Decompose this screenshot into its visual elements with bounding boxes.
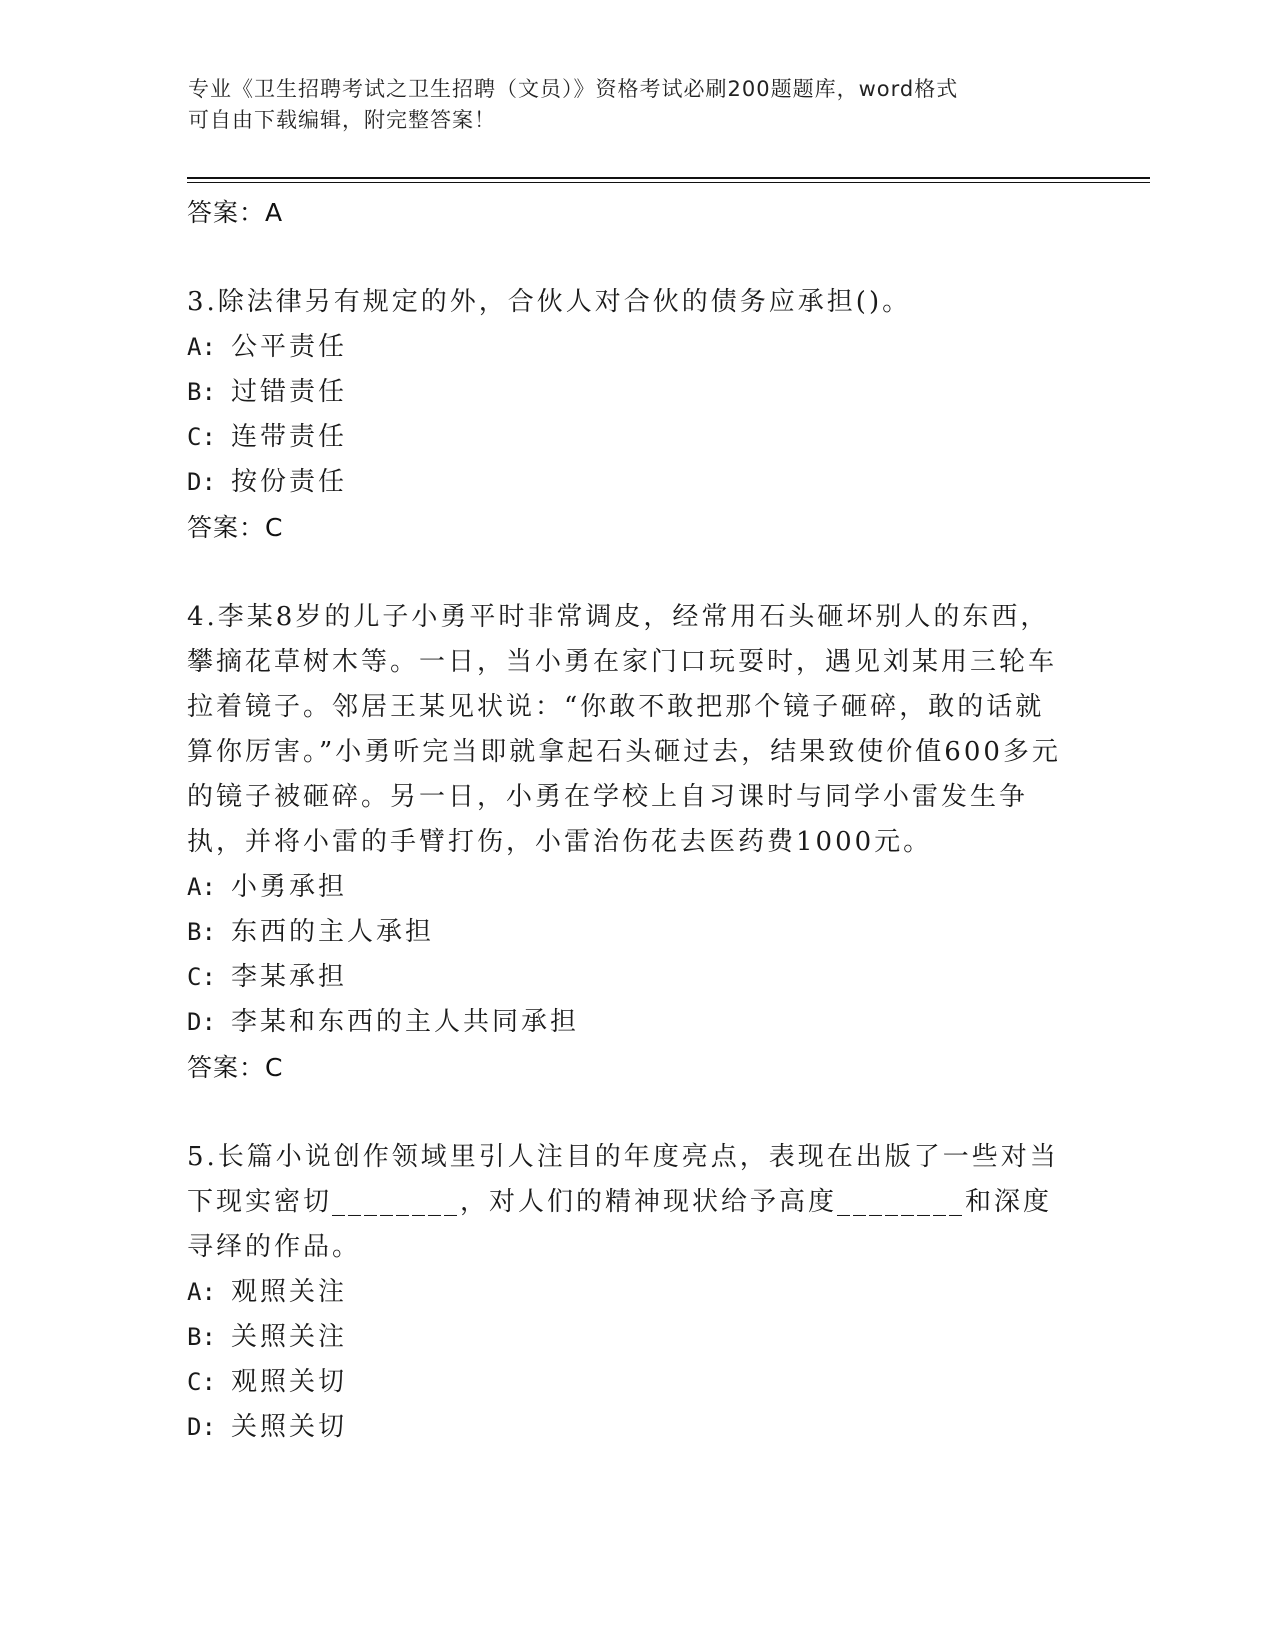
option-key: D: bbox=[187, 1008, 216, 1036]
option-text: 关照关注 bbox=[231, 1322, 348, 1352]
option-b bbox=[187, 1315, 1067, 1360]
option-text: 观照关切 bbox=[231, 1367, 348, 1397]
option-key: A: bbox=[187, 1278, 216, 1306]
option-text: 过错责任 bbox=[231, 377, 348, 407]
option-text: 小勇承担 bbox=[231, 872, 348, 902]
header-line-1: 专业《卫生招聘考试之卫生招聘（文员）》资格考试必刷200题题库，word格式 bbox=[188, 77, 959, 101]
option-d bbox=[187, 1000, 1067, 1045]
option-key: D: bbox=[187, 468, 216, 496]
option-d bbox=[187, 460, 1067, 505]
option-key: B: bbox=[187, 1323, 216, 1351]
option-text: 李某和东西的主人共同承担 bbox=[231, 1007, 580, 1037]
option-a bbox=[187, 1270, 1067, 1315]
option-text: 公平责任 bbox=[231, 332, 348, 362]
option-text: 关照关切 bbox=[231, 1412, 348, 1442]
option-key: A: bbox=[187, 873, 216, 901]
option-b bbox=[187, 910, 1067, 955]
option-key: A: bbox=[187, 333, 216, 361]
option-key: B: bbox=[187, 378, 216, 406]
option-text: 按份责任 bbox=[231, 467, 348, 497]
question-3 bbox=[187, 280, 1067, 550]
question-5 bbox=[187, 1135, 1067, 1450]
header-divider-thin bbox=[187, 182, 1150, 183]
document-header bbox=[188, 74, 1068, 136]
option-d bbox=[187, 1405, 1067, 1450]
option-a bbox=[187, 865, 1067, 910]
option-text: 东西的主人承担 bbox=[231, 917, 435, 947]
question-4 bbox=[187, 595, 1067, 1090]
answer-line: 答案：C bbox=[187, 513, 284, 542]
option-text: 李某承担 bbox=[231, 962, 348, 992]
option-key: C: bbox=[187, 963, 216, 991]
answer-line: 答案：A bbox=[187, 198, 284, 227]
question-text: 5.长篇小说创作领域里引人注目的年度亮点，表现在出版了一些对当下现实密切________，对人们的精神现状给予高度________和深度寻绎的作品。 bbox=[187, 1142, 1059, 1262]
option-key: B: bbox=[187, 918, 216, 946]
option-text: 观照关注 bbox=[231, 1277, 348, 1307]
option-c bbox=[187, 415, 1067, 460]
option-key: D: bbox=[187, 1413, 216, 1441]
question-text: 3.除法律另有规定的外，合伙人对合伙的债务应承担()。 bbox=[187, 287, 912, 317]
question-text: 4.李某8岁的儿子小勇平时非常调皮，经常用石头砸坏别人的东西，攀摘花草树木等。一日，当小勇在家门口玩耍时，遇见刘某用三轮车拉着镜子。邻居王某见状说：“你敢不敢把那个镜子砸碎，敢的话就算你厉害。”小勇听完当即就拿起石头砸过去，结果致使价值600多元的镜子被砸碎。另一日，小勇在学校上自习课时与同学小雷发生争执，并将小雷的手臂打伤，小雷治伤花去医药费1000元。 bbox=[187, 602, 1061, 857]
option-text: 连带责任 bbox=[231, 422, 348, 452]
header-line-2: 可自由下载编辑，附完整答案！ bbox=[188, 108, 496, 132]
answer-line: 答案：C bbox=[187, 1053, 284, 1082]
option-c bbox=[187, 955, 1067, 1000]
option-a bbox=[187, 325, 1067, 370]
document-body bbox=[187, 190, 1067, 1450]
option-b bbox=[187, 370, 1067, 415]
option-key: C: bbox=[187, 423, 216, 451]
option-c bbox=[187, 1360, 1067, 1405]
header-divider-thick bbox=[187, 177, 1150, 179]
option-key: C: bbox=[187, 1368, 216, 1396]
